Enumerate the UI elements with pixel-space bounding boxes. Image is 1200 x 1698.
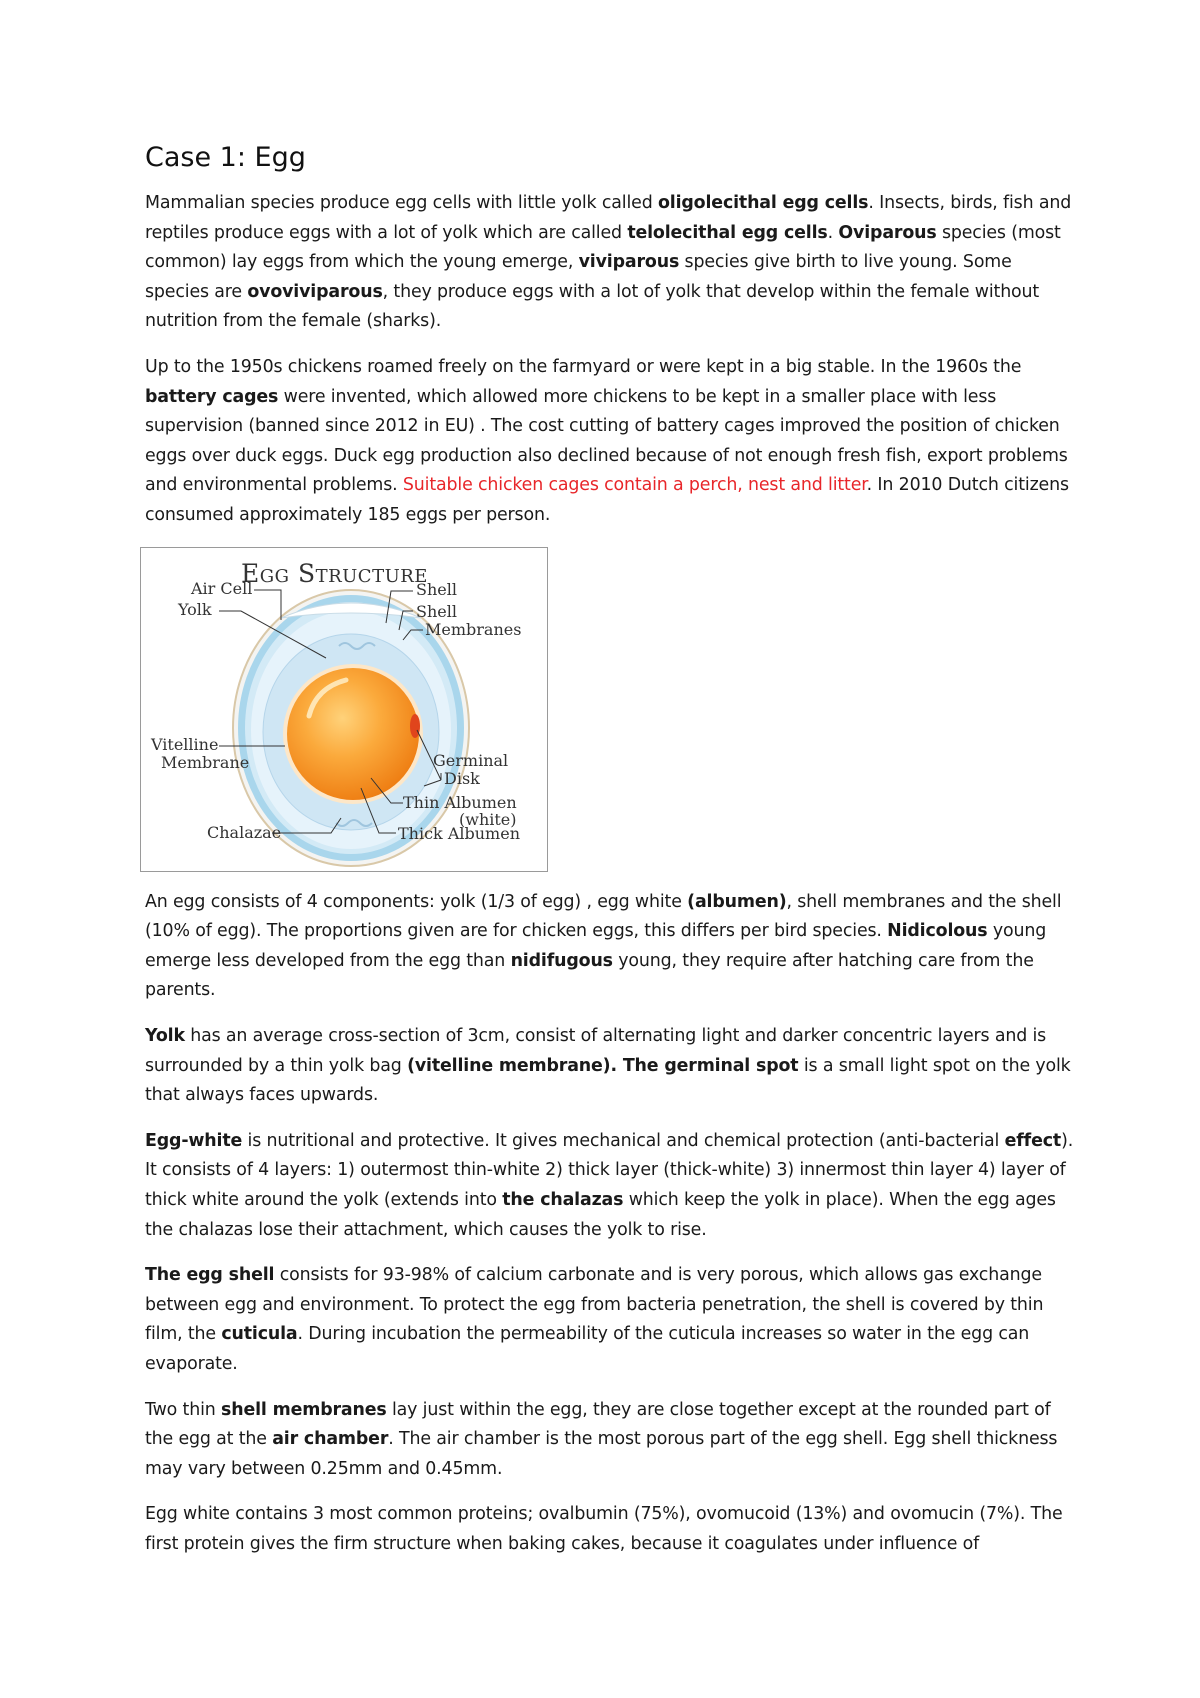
label-vitelline-1: Vitelline: [151, 734, 219, 754]
text-run: young, they require after hatching care from the parents.: [145, 950, 1034, 1001]
text-run: ). It consists of 4 layers: 1) outermost thin-white 2) thick layer (thick-white) 3) innermost thin layer 4) layer of thick white around the yolk (extends into: [145, 1130, 1074, 1210]
paragraph-egg-shell: [145, 1261, 1075, 1379]
term-viviparous: viviparous: [578, 252, 680, 273]
germinal-disk: [410, 714, 420, 738]
text-run: has an average cross-section of 3cm, consist of alternating light and darker concentric layers and is surrounded by a thin yolk bag: [145, 1026, 1047, 1076]
term-oligolecithal: oligolecithal egg cells: [657, 193, 869, 214]
text-run: is nutritional and protective. It gives mechanical and chemical protection (anti-bacterial: [242, 1130, 1005, 1151]
term-egg-shell: The egg shell: [145, 1265, 275, 1286]
text-run: lay just within the egg, they are close together except at the rounded part of the egg at the: [145, 1399, 1051, 1450]
paragraph-shell-membranes: [145, 1396, 1075, 1485]
text-run: Mammalian species produce egg cells with little yolk called: [145, 193, 658, 214]
text-run: Up to the 1950s chickens roamed freely on the farmyard or were kept in a big stable. In the 1960s the: [145, 357, 1022, 378]
term-oviparous: Oviparous: [838, 222, 937, 243]
text-run: consists for 93-98% of calcium carbonate and is very porous, which allows gas exchange between egg and environment. To protect the egg from bacteria penetration, the shell is covered by thin film, the: [145, 1265, 1044, 1345]
paragraph-yolk: [145, 1022, 1075, 1111]
label-shell-membranes-1: Shell: [416, 601, 457, 621]
label-air-cell: Air Cell: [191, 578, 253, 598]
text-run: young emerge less developed from the egg than: [145, 921, 1047, 971]
term-chalazas: the chalazas: [502, 1189, 624, 1210]
term-nidicolous: Nidicolous: [887, 921, 988, 942]
term-vitelline-germinal: (vitelline membrane). The germinal spot: [407, 1055, 799, 1076]
label-shell-membranes-2: Membranes: [425, 619, 522, 639]
text-run: . The air chamber is the most porous part of the egg shell. Egg shell thickness may vary between 0.25mm and 0.45mm.: [145, 1429, 1058, 1479]
label-thin-albumen-2: (white): [459, 809, 517, 829]
term-nidifugous: nidifugous: [510, 950, 613, 971]
egg-structure-figure: [140, 547, 548, 872]
term-albumen: (albumen): [687, 891, 787, 912]
label-thin-albumen-1: Thin Albumen: [403, 792, 517, 812]
text-run: , they produce eggs with a lot of yolk that develop within the female without nutrition from the female (sharks).: [145, 281, 1040, 332]
paragraph-egg-types: [145, 189, 1075, 337]
text-run: Two thin: [145, 1399, 222, 1420]
term-egg-white: Egg-white: [145, 1130, 243, 1151]
term-cuticula: cuticula: [221, 1324, 298, 1345]
term-air-chamber: air chamber: [272, 1429, 389, 1450]
term-yolk: Yolk: [145, 1026, 185, 1046]
document-page: [145, 140, 1075, 1576]
text-run: .: [827, 222, 839, 243]
text-run: Egg white contains 3 most common proteins; ovalbumin (75%), ovomucoid (13%) and ovomucin (7%). The first protein gives the firm structure when baking cakes, because it coagulates under influence of: [145, 1504, 1063, 1554]
term-telolecithal: telolecithal egg cells: [627, 222, 828, 243]
label-chalazae: Chalazae: [207, 822, 282, 842]
text-run: which keep the yolk in place). When the egg ages the chalazas lose their attachment, which causes the yolk to rise.: [145, 1189, 1056, 1240]
label-thick-albumen: Thick Albumen: [398, 823, 520, 843]
yolk: [287, 668, 419, 800]
text-run: . Insects, birds, fish and reptiles produce eggs with a lot of yolk which are called: [145, 193, 1072, 243]
text-run: species give birth to live young. Some species are: [145, 252, 1012, 302]
highlighted-text: Suitable chicken cages contain a perch, nest and litter: [402, 475, 867, 496]
paragraph-proteins: [145, 1500, 1075, 1559]
page-title: Case 1: Egg: [145, 142, 306, 173]
paragraph-battery-cages: [145, 353, 1075, 531]
label-vitelline-2: Membrane: [161, 752, 250, 772]
paragraph-egg-white: [145, 1127, 1075, 1245]
label-yolk: Yolk: [178, 599, 212, 619]
term-battery-cages: battery cages: [145, 386, 279, 407]
text-run: species (most common) lay eggs from which the young emerge,: [145, 222, 1061, 273]
text-run: is a small light spot on the yolk that always faces upwards.: [145, 1055, 1071, 1106]
paragraph-components: [145, 888, 1075, 1006]
label-shell: Shell: [416, 579, 457, 599]
text-run: . During incubation the permeability of the cuticula increases so water in the egg can evaporate.: [145, 1324, 1030, 1374]
text-run: were invented, which allowed more chickens to be kept in a smaller place with less supervision (banned since 2012 in EU) . The cost cutting of battery cages improved the position of chicken eggs over duck eggs. Duck egg production also declined because of not enough fresh fish, export problems and environmental problems.: [145, 386, 1068, 496]
label-germinal-1: Germinal: [433, 750, 509, 770]
term-ovoviviparous: ovoviviparous: [247, 281, 383, 302]
text-run: An egg consists of 4 components: yolk (1/3 of egg) , egg white: [145, 891, 688, 912]
text-run: . In 2010 Dutch citizens consumed approximately 185 eggs per person.: [145, 475, 1069, 526]
term-effect: effect: [1004, 1130, 1062, 1151]
label-germinal-2: Disk: [444, 768, 480, 788]
egg-structure-diagram: [141, 548, 546, 870]
figure-title: Egg Structure: [241, 558, 428, 588]
term-shell-membranes: shell membranes: [221, 1399, 387, 1420]
text-run: , shell membranes and the shell (10% of egg). The proportions given are for chicken eggs, this differs per bird species.: [145, 891, 1062, 942]
